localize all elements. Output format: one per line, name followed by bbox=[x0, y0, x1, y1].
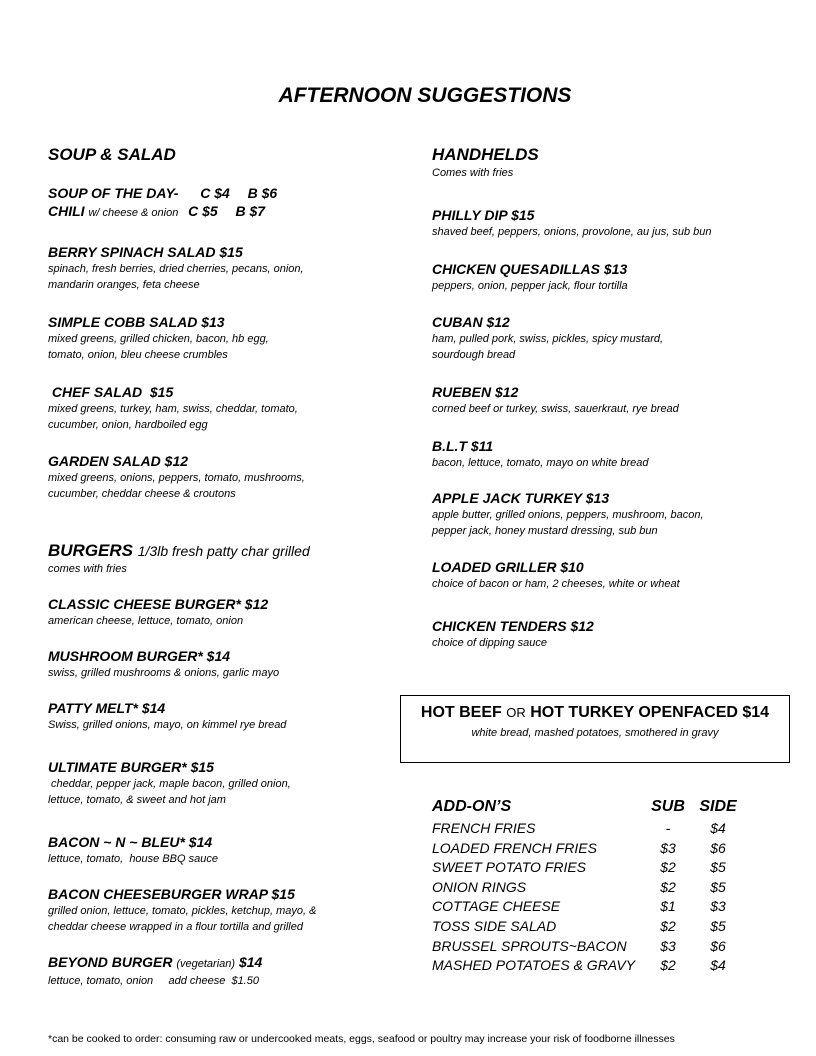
addon-side-price: $6 bbox=[710, 839, 726, 856]
addon-row bbox=[432, 840, 762, 860]
hot-beef-label: HOT BEEF bbox=[420, 704, 502, 721]
menu-item bbox=[48, 243, 304, 293]
item-desc: sourdough bread bbox=[432, 349, 516, 361]
addon-sub-price: $3 bbox=[660, 937, 676, 954]
burgers-note: 1/3lb fresh patty char grilled bbox=[137, 543, 310, 559]
menu-item bbox=[48, 885, 316, 935]
addon-sub-price: $2 bbox=[660, 859, 676, 876]
addon-row bbox=[432, 820, 762, 840]
item-desc: mixed greens, grilled chicken, bacon, hb egg, bbox=[48, 333, 269, 345]
item-desc: grilled onion, lettuce, tomato, pickles, ketchup, mayo, & bbox=[48, 905, 317, 917]
addon-name: LOADED FRENCH FRIES bbox=[432, 839, 597, 856]
or-label: OR bbox=[506, 705, 526, 720]
item-name: BACON ~ N ~ BLEU* $14 bbox=[48, 834, 213, 850]
item-desc: ham, pulled pork, swiss, pickles, spicy mustard, bbox=[432, 333, 664, 345]
menu-item bbox=[432, 383, 679, 417]
menu-item bbox=[432, 489, 704, 539]
item-desc: cheddar, pepper jack, maple bacon, grilled onion, bbox=[48, 778, 291, 790]
addon-row bbox=[432, 938, 762, 958]
addons-header-row bbox=[432, 798, 762, 820]
item-name: ULTIMATE BURGER* $15 bbox=[48, 759, 214, 775]
hot-beef-desc: white bread, mashed potatoes, smothered in gravy bbox=[471, 727, 719, 739]
menu-item bbox=[432, 617, 594, 651]
soup-cup-price: C $4 bbox=[200, 185, 230, 201]
menu-item bbox=[432, 558, 680, 592]
menu-title: AFTERNOON SUGGESTIONS bbox=[278, 84, 572, 107]
side-column-header: SIDE bbox=[699, 798, 737, 815]
addon-side-price: $5 bbox=[710, 859, 726, 876]
item-desc: mandarin oranges, feta cheese bbox=[48, 279, 200, 291]
menu-item bbox=[48, 313, 269, 363]
hot-turkey-label: HOT TURKEY OPENFACED $14 bbox=[530, 704, 770, 721]
item-desc: american cheese, lettuce, tomato, onion bbox=[48, 615, 244, 627]
addon-sub-price: $2 bbox=[660, 878, 676, 895]
addon-side-price: $5 bbox=[710, 917, 726, 934]
soup-bowl-price: B $6 bbox=[247, 185, 278, 201]
menu-item bbox=[48, 699, 286, 733]
item-name: B.L.T $11 bbox=[432, 438, 494, 454]
addon-name: SWEET POTATO FRIES bbox=[432, 859, 587, 876]
footnote: *can be cooked to order: consuming raw or undercooked meats, eggs, seafood or poultry may increase your risk of foodborne illnesses bbox=[48, 1033, 675, 1045]
item-name: CLASSIC CHEESE BURGER* $12 bbox=[48, 596, 269, 612]
item-desc: shaved beef, peppers, onions, provolone, au jus, sub bun bbox=[432, 226, 712, 238]
item-name: BERRY SPINACH SALAD $15 bbox=[48, 244, 243, 260]
soup-salad-heading: SOUP & SALAD bbox=[48, 145, 176, 164]
item-desc: cucumber, onion, hardboiled egg bbox=[48, 419, 208, 431]
item-name: SIMPLE COBB SALAD $13 bbox=[48, 314, 225, 330]
burgers-subtitle: comes with fries bbox=[48, 563, 127, 575]
item-name: PHILLY DIP $15 bbox=[432, 207, 535, 223]
item-desc: swiss, grilled mushrooms & onions, garlic mayo bbox=[48, 667, 280, 679]
item-desc: corned beef or turkey, swiss, sauerkraut, rye bread bbox=[432, 403, 679, 415]
addon-side-price: $4 bbox=[710, 820, 726, 836]
item-desc: choice of dipping sauce bbox=[432, 637, 547, 649]
item-name: BACON CHEESEBURGER WRAP $15 bbox=[48, 886, 295, 902]
menu-item bbox=[48, 647, 279, 681]
item-desc: cucumber, cheddar cheese & croutons bbox=[48, 488, 236, 500]
handhelds-subtitle: Comes with fries bbox=[432, 167, 514, 179]
beyond-burger-item bbox=[48, 953, 262, 989]
item-desc: choice of bacon or ham, 2 cheeses, white or wheat bbox=[432, 578, 680, 590]
menu-item bbox=[432, 206, 711, 240]
item-desc: tomato, onion, bleu cheese crumbles bbox=[48, 349, 228, 361]
addon-sub-price: $1 bbox=[660, 898, 676, 915]
item-desc: apple butter, grilled onions, peppers, mushroom, bacon, bbox=[432, 509, 704, 521]
menu-item bbox=[432, 260, 628, 294]
item-desc: spinach, fresh berries, dried cherries, pecans, onion, bbox=[48, 263, 304, 275]
item-name: CHEF SALAD $15 bbox=[48, 384, 174, 400]
addon-name: MASHED POTATOES & GRAVY bbox=[432, 957, 636, 974]
menu-item bbox=[432, 437, 648, 471]
vegetarian-note: (vegetarian) bbox=[176, 958, 236, 970]
addon-side-price: $3 bbox=[710, 898, 726, 915]
addons-table bbox=[432, 798, 762, 977]
hot-beef-box bbox=[400, 695, 790, 763]
item-name: CHICKEN TENDERS $12 bbox=[432, 618, 594, 634]
item-name: MUSHROOM BURGER* $14 bbox=[48, 648, 231, 664]
addon-sub-price: $3 bbox=[660, 839, 676, 856]
burgers-title: BURGERS bbox=[48, 541, 134, 560]
item-price: $14 bbox=[238, 954, 263, 970]
item-desc: lettuce, tomato, onion add cheese $1.50 bbox=[48, 975, 259, 987]
item-desc: lettuce, tomato, house BBQ sauce bbox=[48, 853, 218, 865]
soup-of-day-name: SOUP OF THE DAY- bbox=[48, 185, 179, 201]
addon-side-price: $6 bbox=[710, 937, 726, 954]
item-desc: pepper jack, honey mustard dressing, sub bun bbox=[432, 525, 658, 537]
addon-sub-price: $2 bbox=[660, 917, 676, 934]
item-desc: Swiss, grilled onions, mayo, on kimmel rye bread bbox=[48, 719, 287, 731]
addon-sub-price: $2 bbox=[660, 957, 676, 974]
chili-bowl-price: B $7 bbox=[235, 203, 266, 219]
addons-heading: ADD-ON’S bbox=[432, 798, 512, 815]
chili-name: CHILI bbox=[48, 203, 85, 219]
chili-note: w/ cheese & onion bbox=[88, 207, 179, 219]
item-desc: mixed greens, turkey, ham, swiss, cheddar, tomato, bbox=[48, 403, 298, 415]
item-desc: bacon, lettuce, tomato, mayo on white bread bbox=[432, 457, 649, 469]
item-name: CUBAN $12 bbox=[432, 314, 510, 330]
menu-item bbox=[48, 833, 218, 867]
addon-row bbox=[432, 957, 762, 977]
addon-row bbox=[432, 879, 762, 899]
addon-name: TOSS SIDE SALAD bbox=[432, 917, 557, 934]
item-name: CHICKEN QUESADILLAS $13 bbox=[432, 261, 628, 277]
burgers-heading bbox=[48, 541, 310, 561]
item-name: RUEBEN $12 bbox=[432, 384, 519, 400]
addon-sub-price: - bbox=[665, 820, 671, 836]
addon-side-price: $4 bbox=[710, 957, 726, 974]
menu-item bbox=[48, 383, 298, 433]
item-desc: lettuce, tomato, & sweet and hot jam bbox=[48, 794, 226, 806]
item-name: BEYOND BURGER bbox=[48, 954, 173, 970]
item-desc: mixed greens, onions, peppers, tomato, mushrooms, bbox=[48, 472, 305, 484]
addon-name: FRENCH FRIES bbox=[432, 820, 536, 836]
item-name: APPLE JACK TURKEY $13 bbox=[432, 490, 610, 506]
addon-row bbox=[432, 859, 762, 879]
addon-name: BRUSSEL SPROUTS~BACON bbox=[432, 937, 627, 954]
item-name: LOADED GRILLER $10 bbox=[432, 559, 584, 575]
addon-side-price: $5 bbox=[710, 878, 726, 895]
menu-item bbox=[48, 758, 291, 808]
menu-item bbox=[432, 313, 663, 363]
handhelds-heading: HANDHELDS bbox=[432, 145, 539, 164]
item-name: GARDEN SALAD $12 bbox=[48, 453, 189, 469]
sub-column-header: SUB bbox=[651, 798, 685, 815]
menu-item bbox=[48, 595, 268, 629]
chili-cup-price: C $5 bbox=[188, 203, 218, 219]
addon-row bbox=[432, 898, 762, 918]
addon-row bbox=[432, 918, 762, 938]
hot-beef-title bbox=[401, 704, 789, 722]
item-name: PATTY MELT* $14 bbox=[48, 700, 166, 716]
menu-item bbox=[48, 452, 305, 502]
soup-of-the-day-item bbox=[48, 184, 277, 222]
addon-name: COTTAGE CHEESE bbox=[432, 898, 561, 915]
item-desc: peppers, onion, pepper jack, flour tortilla bbox=[432, 280, 628, 292]
addon-name: ONION RINGS bbox=[432, 878, 527, 895]
item-desc: cheddar cheese wrapped in a flour tortilla and grilled bbox=[48, 921, 303, 933]
